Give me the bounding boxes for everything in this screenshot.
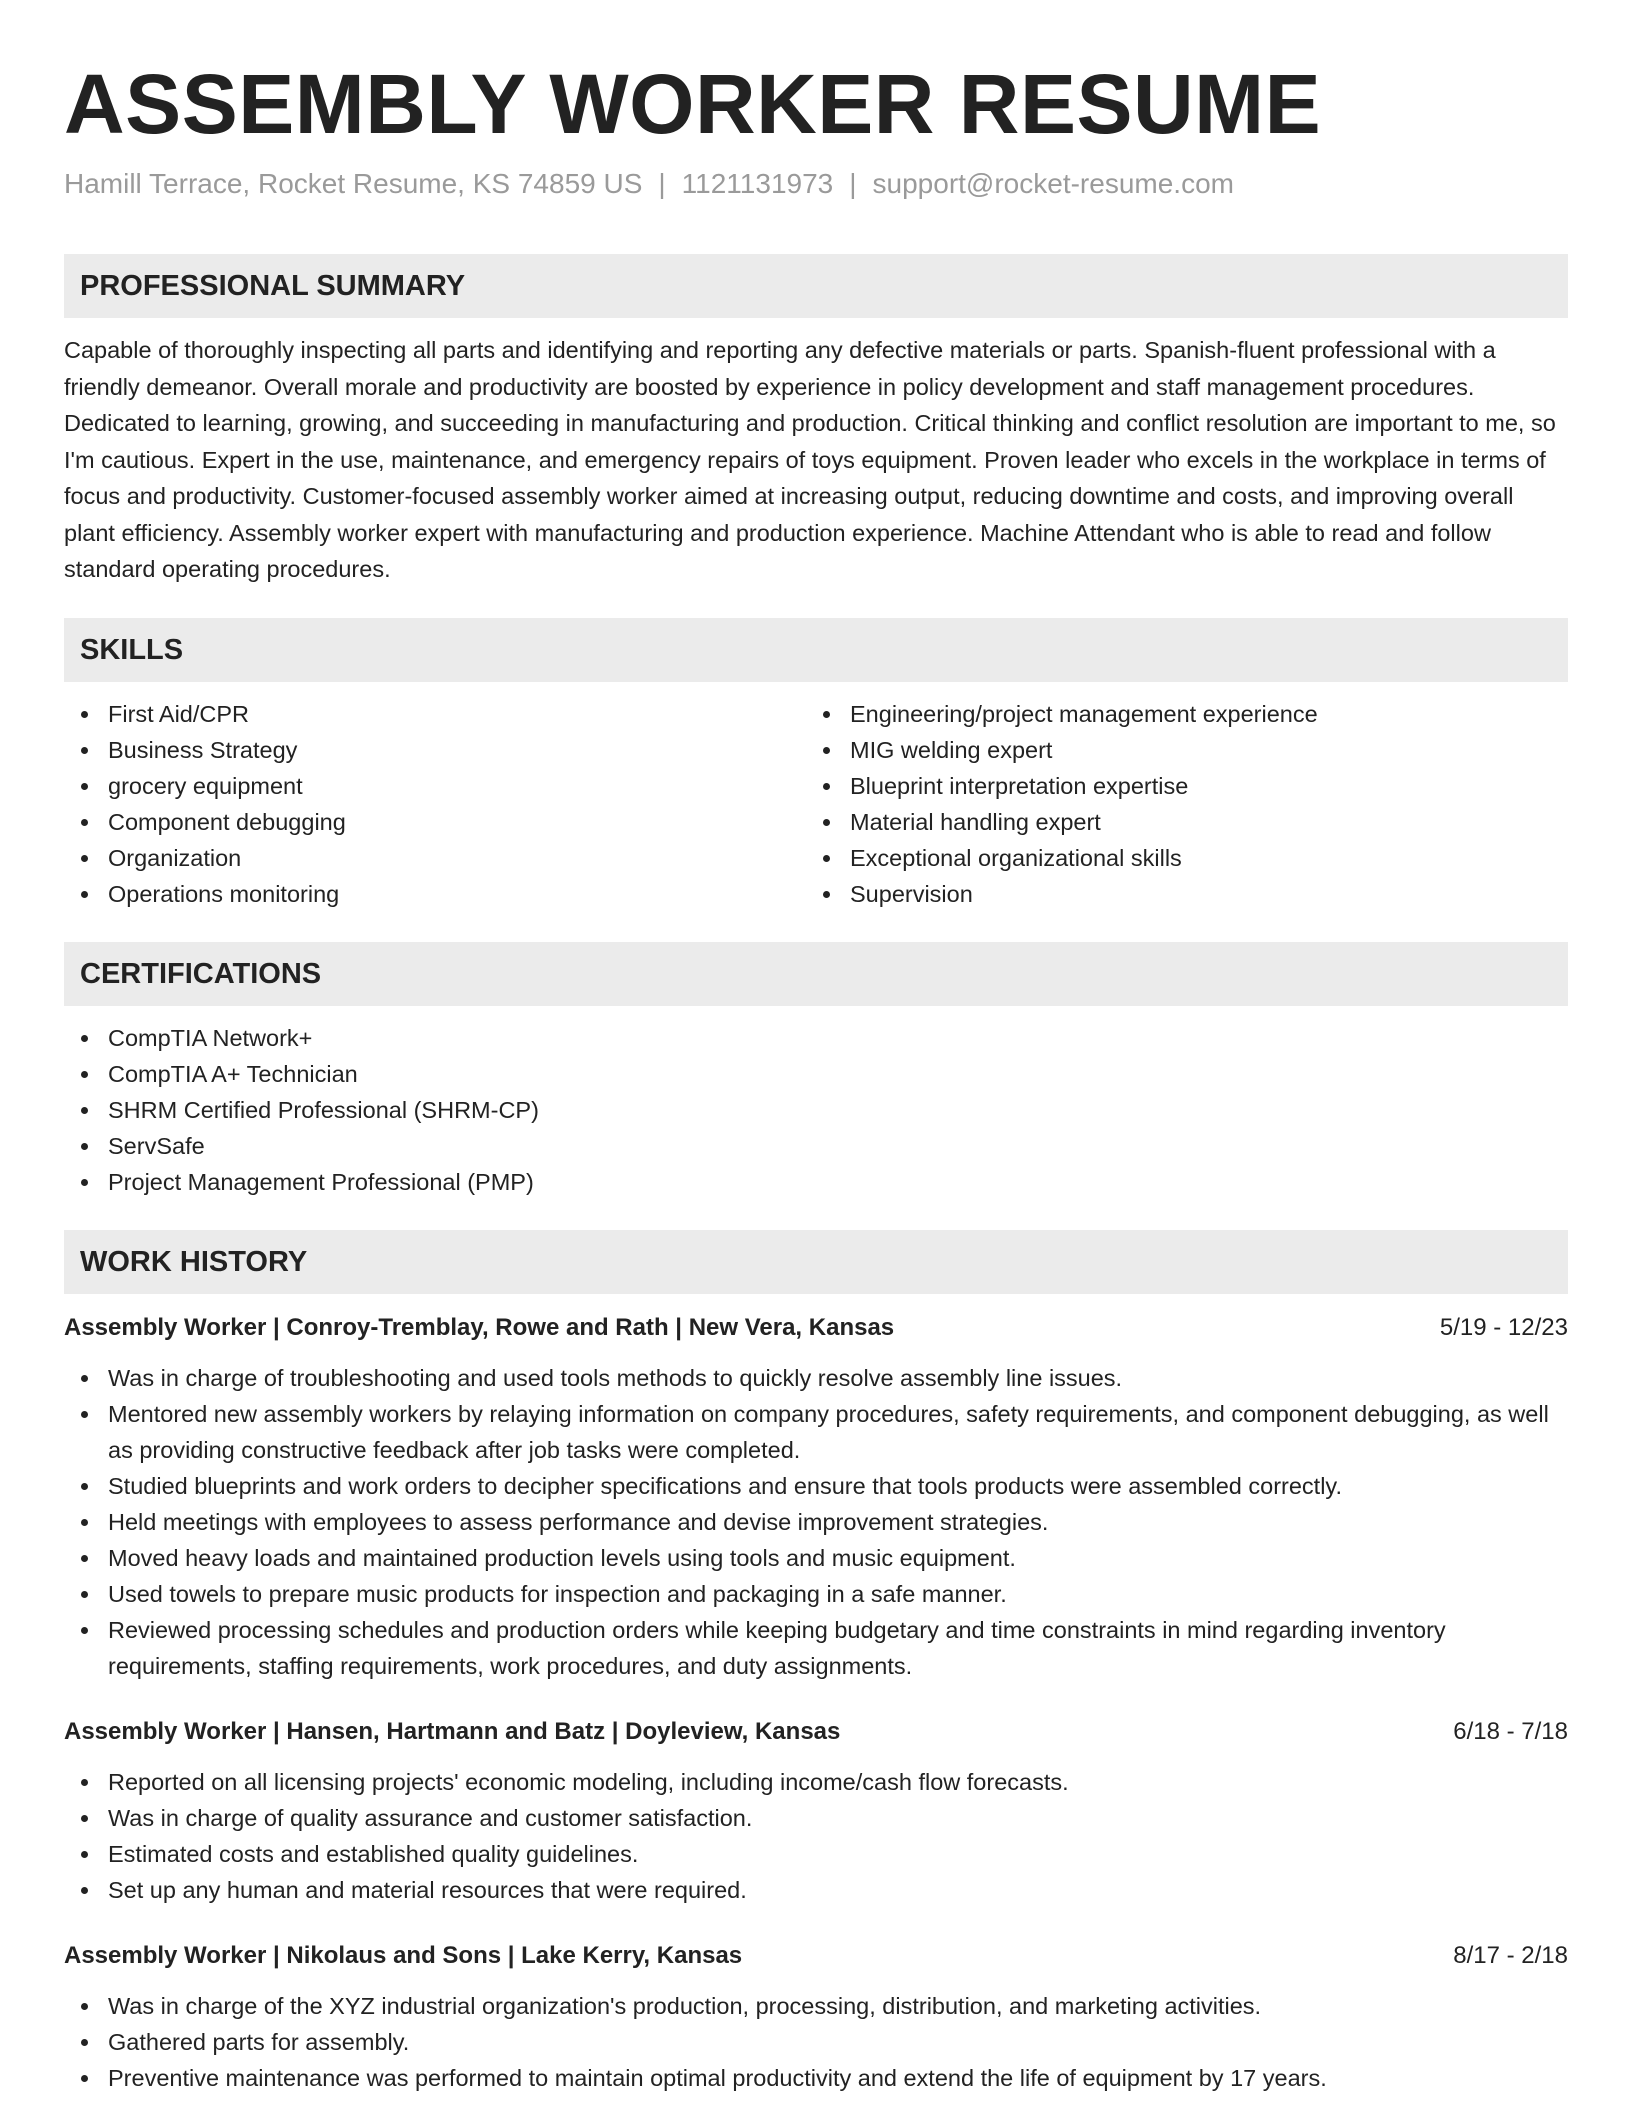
contact-separator: |	[658, 168, 666, 199]
certification-item: CompTIA A+ Technician	[64, 1056, 1568, 1092]
job-dates: 8/17 - 2/18	[1453, 1941, 1568, 1969]
contact-phone: 1121131973	[681, 168, 834, 199]
certifications-list	[64, 1020, 1568, 1200]
skill-item: Blueprint interpretation expertise	[806, 768, 1548, 804]
job-bullet: Was in charge of troubleshooting and used tools methods to quickly resolve assembly line issues.	[64, 1360, 1568, 1396]
job-bullet: Moved heavy loads and maintained production levels using tools and music equipment.	[64, 1540, 1568, 1576]
work-history-heading: WORK HISTORY	[64, 1230, 1568, 1294]
contact-address: Hamill Terrace, Rocket Resume, KS 74859 US	[64, 168, 643, 199]
certification-item: CompTIA Network+	[64, 1020, 1568, 1056]
skills-heading: SKILLS	[64, 618, 1568, 682]
job-entry	[64, 1310, 1568, 1684]
skill-item: Business Strategy	[64, 732, 806, 768]
skills-list-right	[806, 696, 1548, 912]
certification-item: ServSafe	[64, 1128, 1568, 1164]
job-header	[64, 1310, 1568, 1346]
job-title: Assembly Worker | Nikolaus and Sons | Lake Kerry, Kansas	[64, 1941, 743, 1969]
job-entry	[64, 1714, 1568, 1908]
skill-item: grocery equipment	[64, 768, 806, 804]
skill-item: Operations monitoring	[64, 876, 806, 912]
skill-item: MIG welding expert	[806, 732, 1548, 768]
skill-item: Supervision	[806, 876, 1548, 912]
job-bullet: Set up any human and material resources that were required.	[64, 1872, 1568, 1908]
skill-item: Engineering/project management experience	[806, 696, 1548, 732]
certification-item: Project Management Professional (PMP)	[64, 1164, 1568, 1200]
certifications-heading: CERTIFICATIONS	[64, 942, 1568, 1006]
contact-separator: |	[849, 168, 857, 199]
job-bullets	[64, 1988, 1568, 2096]
contact-line	[64, 164, 1568, 204]
certifications-section	[64, 942, 1568, 1200]
job-bullet: Estimated costs and established quality guidelines.	[64, 1836, 1568, 1872]
skills-section	[64, 618, 1568, 912]
skill-item: First Aid/CPR	[64, 696, 806, 732]
job-bullet: Was in charge of quality assurance and customer satisfaction.	[64, 1800, 1568, 1836]
job-bullet: Reported on all licensing projects' economic modeling, including income/cash flow forecasts.	[64, 1764, 1568, 1800]
summary-section	[64, 254, 1568, 588]
job-bullets	[64, 1360, 1568, 1684]
skill-item: Material handling expert	[806, 804, 1548, 840]
contact-email: support@rocket-resume.com	[872, 168, 1234, 199]
job-bullet: Studied blueprints and work orders to decipher specifications and ensure that tools products were assembled correctly.	[64, 1468, 1568, 1504]
summary-text: Capable of thoroughly inspecting all parts and identifying and reporting any defective materials or parts. Spanish-fluent professional with a friendly demeanor. Overall morale and productivity are boosted by experience in policy development and staff management procedures. Dedicated to learning, growing, and succeeding in manufacturing and production. Critical thinking and conflict resolution are important to me, so I'm cautious. Expert in the use, maintenance, and emergency repairs of toys equipment. Proven leader who excels in the workplace in terms of focus and productivity. Customer-focused assembly worker aimed at increasing output, reducing downtime and costs, and improving overall plant efficiency. Assembly worker expert with manufacturing and production experience. Machine Attendant who is able to read and follow standard operating procedures.	[64, 337, 1556, 582]
skills-grid	[64, 682, 1568, 912]
job-title: Assembly Worker | Hansen, Hartmann and Batz | Doyleview, Kansas	[64, 1717, 841, 1745]
job-bullet: Used towels to prepare music products for inspection and packaging in a safe manner.	[64, 1576, 1568, 1612]
skill-item: Exceptional organizational skills	[806, 840, 1548, 876]
job-bullet: Preventive maintenance was performed to maintain optimal productivity and extend the life of equipment by 17 years.	[64, 2060, 1568, 2096]
skill-item: Organization	[64, 840, 806, 876]
certification-item: SHRM Certified Professional (SHRM-CP)	[64, 1092, 1568, 1128]
job-bullet: Held meetings with employees to assess performance and devise improvement strategies.	[64, 1504, 1568, 1540]
summary-heading: PROFESSIONAL SUMMARY	[64, 254, 1568, 318]
job-bullet: Mentored new assembly workers by relaying information on company procedures, safety requirements, and component debugging, as well as providing constructive feedback after job tasks were completed.	[64, 1396, 1568, 1468]
job-header	[64, 1714, 1568, 1750]
skills-list-left	[64, 696, 806, 912]
job-title: Assembly Worker | Conroy-Tremblay, Rowe and Rath | New Vera, Kansas	[64, 1313, 895, 1341]
skill-item: Component debugging	[64, 804, 806, 840]
job-header	[64, 1938, 1568, 1974]
job-entry	[64, 1938, 1568, 2096]
job-bullet: Reviewed processing schedules and production orders while keeping budgetary and time constraints in mind regarding inventory requirements, staffing requirements, work procedures, and duty assignments.	[64, 1612, 1568, 1684]
job-bullet: Was in charge of the XYZ industrial organization's production, processing, distribution, and marketing activities.	[64, 1988, 1568, 2024]
job-dates: 5/19 - 12/23	[1439, 1313, 1568, 1341]
job-bullet: Gathered parts for assembly.	[64, 2024, 1568, 2060]
job-dates: 6/18 - 7/18	[1453, 1717, 1568, 1745]
job-bullets	[64, 1764, 1568, 1908]
work-history-section	[64, 1230, 1568, 2096]
resume-title: ASSEMBLY WORKER RESUME	[64, 57, 1322, 151]
